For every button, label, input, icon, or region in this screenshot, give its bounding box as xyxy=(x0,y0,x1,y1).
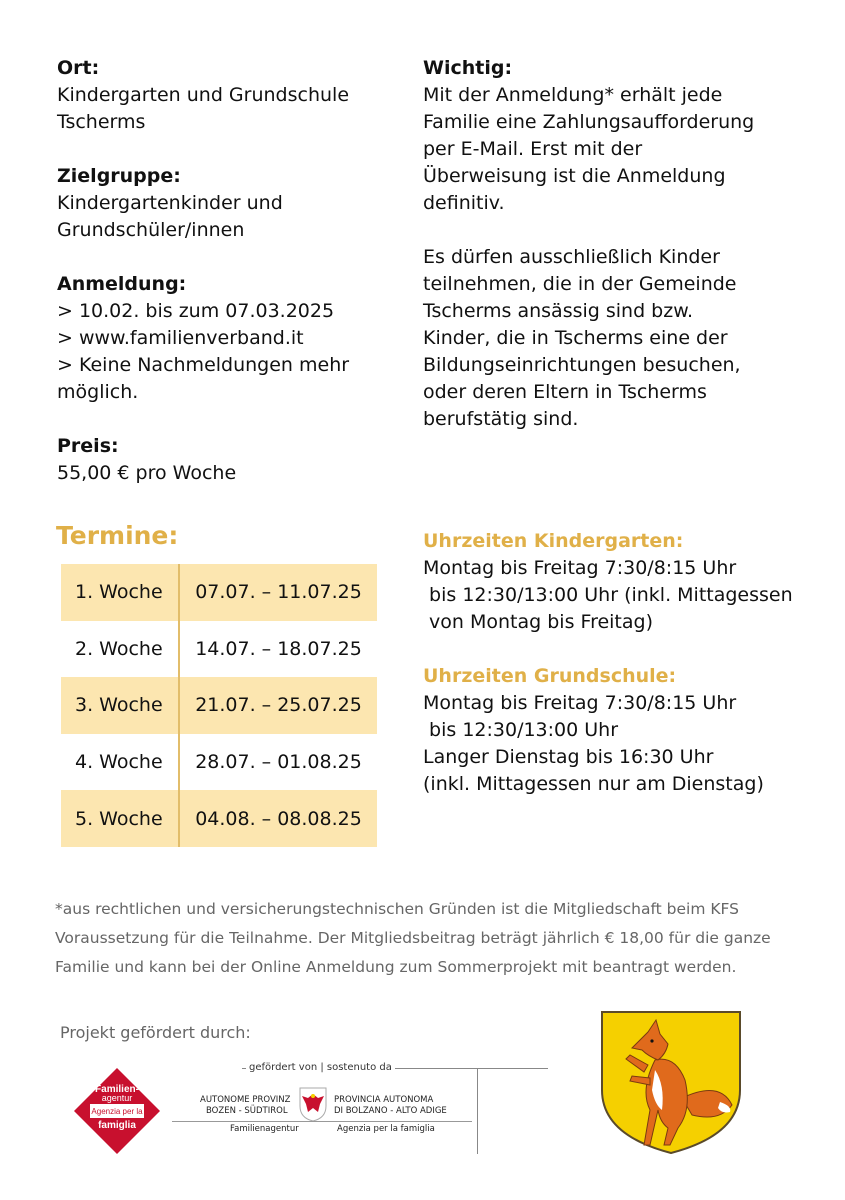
footnote-line: Familie und kann bei der Online Anmeldung zum Sommerprojekt mit beantragt werden. xyxy=(55,958,737,976)
teilnahme-block xyxy=(423,244,823,433)
teilnahme-line: Kinder, die in Tscherms eine der xyxy=(423,327,728,349)
table-row xyxy=(61,677,377,734)
date-cell: 04.08. – 08.08.25 xyxy=(179,790,377,847)
ort-line: Tscherms xyxy=(57,111,146,133)
wichtig-line: Mit der Anmeldung* erhält jede xyxy=(423,84,723,106)
agenzia-label: Agenzia per la famiglia xyxy=(337,1124,435,1134)
grundschule-line: Langer Dienstag bis 16:30 Uhr xyxy=(423,746,714,768)
date-cell: 28.07. – 01.08.25 xyxy=(195,751,362,774)
teilnahme-line: berufstätig sind. xyxy=(423,408,579,430)
familienagentur-logo xyxy=(72,1066,162,1156)
week-cell: 2. Woche xyxy=(61,621,179,678)
ort-block xyxy=(57,55,397,136)
kindergarten-line: Montag bis Freitag 7:30/8:15 Uhr xyxy=(423,557,737,579)
ort-label: Ort: xyxy=(57,57,100,79)
teilnahme-line: Es dürfen ausschließlich Kinder xyxy=(423,246,720,268)
table-row xyxy=(61,734,377,791)
week-cell: 1. Woche xyxy=(61,564,179,621)
provinz-de-line: AUTONOME PROVINZ xyxy=(200,1095,291,1105)
grundschule-heading: Uhrzeiten Grundschule: xyxy=(423,665,677,687)
tscherms-coat-of-arms xyxy=(600,1010,742,1155)
kindergarten-line: von Montag bis Freitag) xyxy=(423,611,653,633)
footnote xyxy=(55,895,815,982)
anmeldung-label: Anmeldung: xyxy=(57,273,187,295)
anmeldung-line: > 10.02. bis zum 07.03.2025 xyxy=(57,300,335,322)
provinz-eagle-icon xyxy=(298,1086,328,1122)
zielgruppe-block xyxy=(57,163,397,244)
anmeldung-link[interactable]: > www.familienverband.it xyxy=(57,327,304,349)
ort-line: Kindergarten und Grundschule xyxy=(57,84,350,106)
grundschule-line: bis 12:30/13:00 Uhr xyxy=(423,719,619,741)
preis-value: 55,00 € pro Woche xyxy=(57,462,237,484)
zielgruppe-line: Grundschüler/innen xyxy=(57,219,245,241)
provinz-it-line: PROVINCIA AUTONOMA xyxy=(334,1095,434,1105)
diamond-line: agentur xyxy=(101,1093,133,1103)
wichtig-line: Familie eine Zahlungsaufforderung xyxy=(423,111,755,133)
diamond-line: Familien- xyxy=(95,1084,139,1095)
footnote-line: Voraussetzung für die Teilnahme. Der Mitgliedsbeitrag beträgt jährlich € 18,00 für die ganze xyxy=(55,929,771,947)
date-cell: 14.07. – 18.07.25 xyxy=(195,637,362,660)
projekt-label: Projekt gefördert durch: xyxy=(60,1023,251,1042)
termine-table xyxy=(61,564,377,847)
preis-label: Preis: xyxy=(57,435,119,457)
anmeldung-block xyxy=(57,271,397,406)
wichtig-line: Überweisung ist die Anmeldung xyxy=(423,165,726,187)
wichtig-line: definitiv. xyxy=(423,192,505,214)
sponsor-top-label: gefördert von | sostenuto da xyxy=(246,1062,395,1073)
uhrzeiten-section xyxy=(423,528,823,798)
grundschule-line: Montag bis Freitag 7:30/8:15 Uhr xyxy=(423,692,737,714)
preis-block xyxy=(57,433,397,487)
anmeldung-line: möglich. xyxy=(57,381,139,403)
date-cell: 21.07. – 25.07.25 xyxy=(179,677,377,734)
table-row xyxy=(61,790,377,847)
diamond-line: Agenzia per la xyxy=(91,1107,143,1116)
sponsor-logos xyxy=(72,1060,478,1154)
teilnahme-line: teilnehmen, die in der Gemeinde xyxy=(423,273,737,295)
termine-title: Termine: xyxy=(56,521,179,550)
zielgruppe-line: Kindergartenkinder und xyxy=(57,192,283,214)
teilnahme-line: oder deren Eltern in Tscherms xyxy=(423,381,707,403)
anmeldung-line: > Keine Nachmeldungen mehr xyxy=(57,354,350,376)
diamond-line: famiglia xyxy=(98,1120,136,1131)
familienagentur-label: Familienagentur xyxy=(230,1124,299,1134)
wichtig-block xyxy=(423,55,823,217)
week-cell: 3. Woche xyxy=(61,677,179,734)
week-cell: 5. Woche xyxy=(61,790,179,847)
zielgruppe-label: Zielgruppe: xyxy=(57,165,181,187)
wichtig-line: per E-Mail. Erst mit der xyxy=(423,138,643,160)
wichtig-column xyxy=(423,55,823,460)
footnote-line: *aus rechtlichen und versicherungstechnischen Gründen ist die Mitgliedschaft beim KFS xyxy=(55,900,739,918)
teilnahme-line: Bildungseinrichtungen besuchen, xyxy=(423,354,741,376)
table-row xyxy=(61,621,377,678)
grundschule-line: (inkl. Mittagessen nur am Dienstag) xyxy=(423,773,764,795)
info-column xyxy=(57,55,397,514)
table-row xyxy=(61,564,377,621)
provinz-it-line: DI BOLZANO - ALTO ADIGE xyxy=(334,1106,447,1116)
kindergarten-heading: Uhrzeiten Kindergarten: xyxy=(423,530,684,552)
teilnahme-line: Tscherms ansässig sind bzw. xyxy=(423,300,694,322)
provinz-de-line: BOZEN - SÜDTIROL xyxy=(206,1106,288,1116)
week-cell: 4. Woche xyxy=(61,734,179,791)
wichtig-label: Wichtig: xyxy=(423,57,513,79)
date-cell: 07.07. – 11.07.25 xyxy=(179,564,377,621)
kindergarten-line: bis 12:30/13:00 Uhr (inkl. Mittagessen xyxy=(423,584,793,606)
